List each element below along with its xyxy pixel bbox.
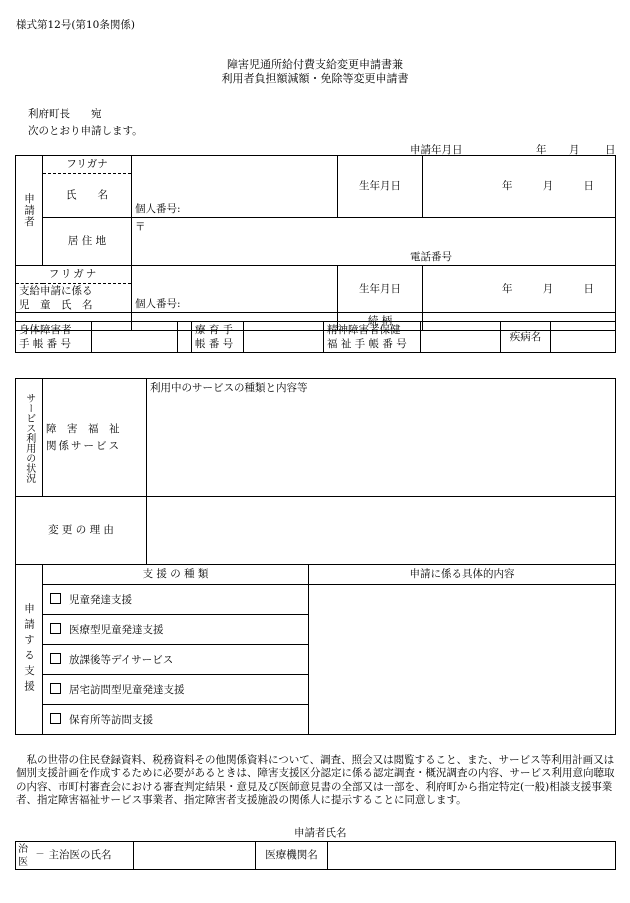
checkbox-icon[interactable]: [50, 713, 61, 724]
physical-line1: 身体障害者: [19, 324, 72, 336]
applicant-address-label: 居 住 地: [43, 218, 132, 266]
support-section-label: 申請する支援: [16, 565, 43, 735]
apply-date-day[interactable]: 日: [605, 144, 616, 156]
title-line-2: 利用者負担額減額・免除等変更申請書: [221, 72, 409, 85]
apply-date-label: 申請年月日: [410, 144, 463, 156]
physical-handbook-field[interactable]: [92, 322, 178, 353]
child-name-label-line2: 児 童 氏 名: [19, 299, 93, 311]
applicant-birth-year: 年: [502, 180, 513, 193]
applicant-birthdate-label: 生年月日: [338, 156, 423, 218]
rehab-line2: 帳 番 号: [195, 338, 234, 350]
doctor-name-label: 主治医の氏名: [46, 842, 134, 870]
support-item-home-visit-child-development[interactable]: [43, 675, 309, 705]
welfare-line2: 関係サービス: [46, 439, 121, 452]
welfare-line1: 障 害 福 祉: [46, 422, 120, 435]
child-birth-day: 日: [583, 282, 594, 295]
support-item-label: 医療型児童発達支援: [69, 623, 164, 636]
mental-handbook-label: [324, 322, 421, 353]
title-line-1: 障害児通所給付費支給変更申請書兼: [227, 58, 403, 71]
applicant-section-label: 申請者: [16, 156, 43, 266]
consent-text: 私の世帯の住民登録資料、税務資料その他関係資料について、調査、照会又は閲覧すること、また、サービス等利用計画又は個別支援計画を作成するために必要があるときは、障害支援区分認定に係る認定調査・概況調査の内容、サービス利用意向聴取の内容、市町村審査会における審査判定結果・意見及び医師意見書の全部又は一部を、利府町から指定特定(一般)相談支援事業者、指定障害福祉サービス事業者、指定障害者支援施設の関係人に提示することに同意します。: [16, 754, 615, 806]
checkbox-icon[interactable]: [50, 593, 61, 604]
applicant-table: [15, 155, 616, 331]
form-number: 様式第12号(第10条関係): [16, 19, 135, 31]
support-item-nursery-visit-support[interactable]: [43, 705, 309, 735]
child-relation-label: 続 柄: [338, 313, 423, 331]
applicant-phone-label: 電話番号: [410, 250, 452, 263]
change-reason-field[interactable]: [147, 497, 616, 565]
support-item-after-school-day-service[interactable]: [43, 645, 309, 675]
rehab-line1: 療 育 手: [195, 324, 234, 336]
change-reason-label: 変 更 の 理 由: [16, 497, 147, 565]
disease-field[interactable]: [551, 322, 616, 353]
institution-field[interactable]: [328, 842, 616, 870]
intro-text: 次のとおり申請します。: [28, 125, 143, 137]
applicant-address-field[interactable]: [132, 218, 616, 266]
postal-mark: 〒: [135, 221, 146, 233]
support-item-label: 放課後等デイサービス: [69, 653, 174, 666]
physical-line2: 手 帳 番 号: [19, 338, 72, 350]
checkbox-icon[interactable]: [50, 623, 61, 634]
support-content-field[interactable]: [309, 585, 616, 735]
addressee: 利府町長 宛: [28, 108, 102, 120]
doctor-table: [15, 841, 616, 870]
child-birthdate-field[interactable]: [423, 266, 616, 313]
child-furigana-label: フリガナ: [16, 266, 132, 284]
current-services-label: 利用中のサービスの種類と内容等: [150, 382, 308, 394]
service-status-label: サービス利用の状況: [16, 379, 43, 497]
apply-date-year[interactable]: 年: [536, 144, 547, 156]
child-birth-month: 月: [542, 282, 554, 295]
physical-handbook-label: [16, 322, 92, 353]
rehab-handbook-label: [192, 322, 244, 353]
support-item-child-development[interactable]: [43, 585, 309, 615]
child-my-number-label: 個人番号:: [135, 297, 181, 310]
services-table: [15, 378, 616, 565]
support-item-medical-child-development[interactable]: [43, 615, 309, 645]
applicant-name-field[interactable]: [132, 156, 338, 218]
mental-line1: 精神障害者保健: [327, 324, 401, 336]
doctor-name-field[interactable]: [134, 842, 256, 870]
disease-label: 疾病名: [501, 322, 551, 353]
doctor-section-label: 治医: [16, 842, 36, 870]
doctor-dash: －: [36, 842, 46, 870]
applicant-furigana-label: フリガナ: [43, 156, 132, 174]
support-type-header: 支 援 の 種 類: [43, 565, 309, 585]
child-name-label: [16, 284, 132, 313]
handbook-table: [15, 321, 616, 353]
applicant-name-label: 氏 名: [43, 174, 132, 218]
checkbox-icon[interactable]: [50, 653, 61, 664]
child-birthdate-label: 生年月日: [338, 266, 423, 313]
support-item-label: 居宅訪問型児童発達支援: [69, 683, 185, 696]
welfare-services-label: [43, 379, 147, 497]
child-name-label-line1: 支給申請に係る: [19, 285, 93, 297]
support-item-label: 児童発達支援: [69, 593, 132, 606]
applicant-birthdate-field[interactable]: [423, 156, 616, 218]
institution-label: 医療機関名: [256, 842, 328, 870]
apply-date-month[interactable]: 月: [569, 144, 580, 156]
applicant-birth-day: 日: [583, 180, 594, 193]
rehab-handbook-field[interactable]: [244, 322, 324, 353]
handbook-gap: [178, 322, 192, 353]
support-content-header: 申請に係る具体的内容: [309, 565, 616, 585]
current-services-field[interactable]: [147, 379, 616, 497]
support-item-label: 保育所等訪問支援: [69, 713, 153, 726]
checkbox-icon[interactable]: [50, 683, 61, 694]
support-table: [15, 564, 616, 735]
mental-line2: 福 祉 手 帳 番 号: [327, 338, 407, 350]
applicant-my-number-label: 個人番号:: [135, 202, 181, 215]
child-name-field[interactable]: [132, 266, 338, 313]
mental-handbook-field[interactable]: [421, 322, 501, 353]
child-birth-year: 年: [502, 282, 513, 295]
applicant-signature-label: 申請者氏名: [294, 827, 347, 839]
applicant-birth-month: 月: [542, 180, 554, 193]
